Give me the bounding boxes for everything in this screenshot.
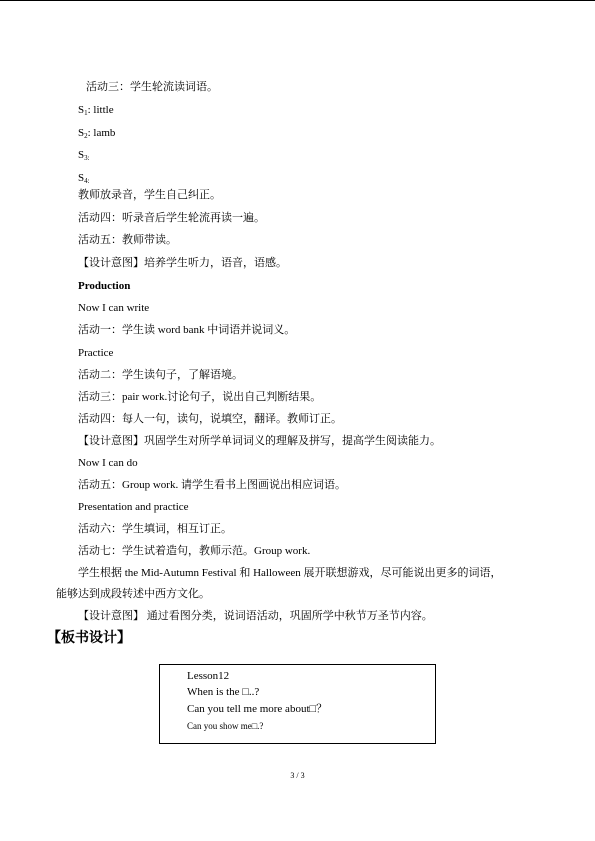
design-intent-2: 【设计意图】巩固学生对所学单词词义的理解及拼写，提高学生阅读能力。 [78,435,441,447]
student-1-line: $S_1$: little [78,104,114,117]
activity-1-text: 活动一：学生读 word bank 中词语并说词义。 [78,324,296,336]
activity-5-group-work: 活动五：Group work. 请学生看书上图画说出相应词语。 [78,479,346,491]
board-design-box [159,664,436,744]
activity-5-text: 活动五：教师带读。 [78,234,177,246]
header-rule [0,0,595,1]
activity-4-sentence: 活动四：每人一句，读句，说填空，翻译。教师订正。 [78,413,342,425]
board-design-heading: 【板书设计】 [47,631,131,646]
activity-3-text: 活动三：学生轮流读词语。 [86,81,218,93]
board-lesson-title: Lesson12 [187,670,230,682]
teacher-playback-text: 教师放录音，学生自己纠正。 [78,189,221,201]
activity-2-text: 活动二：学生读句子，了解语境。 [78,369,243,381]
association-game-continued: 能够达到成段转述中西方文化。 [56,588,210,600]
activity-7-text: 活动七：学生试着造句，教师示范。Group work. [78,545,311,557]
student-2-line: $S_2$: lamb [78,127,116,140]
activity-4-text: 活动四：听录音后学生轮流再读一遍。 [78,212,265,224]
board-question-3: Can you show me□.? [187,721,264,731]
now-i-can-do: Now I can do [78,457,138,469]
now-i-can-write: Now I can write [78,302,150,314]
design-intent-3: 【设计意图】 通过看图分类，说词语活动，巩固所学中秋节万圣节内容。 [78,610,433,622]
production-heading: Production [78,280,131,292]
practice-heading: Practice [78,347,114,359]
design-intent-1: 【设计意图】培养学生听力，语音，语感。 [78,257,287,269]
activity-3-pair-work: 活动三：pair work.讨论句子，说出自己判断结果。 [78,391,322,403]
board-question-2: Can you tell me more about□？ [187,703,328,715]
presentation-heading: Presentation and practice [78,501,189,513]
student-4-line: $S_{4:}$ [78,172,90,185]
association-game-text: 学生根据 the Mid-Autumn Festival 和 Halloween 展开联想游戏，尽可能说出更多的词语， [78,567,502,579]
student-3-line: $S_{3:}$ [78,149,90,162]
activity-6-text: 活动六：学生填词，相互订正。 [78,523,232,535]
page-number: 3 / 3 [290,771,305,780]
board-question-1: When is the □..? [187,686,260,698]
